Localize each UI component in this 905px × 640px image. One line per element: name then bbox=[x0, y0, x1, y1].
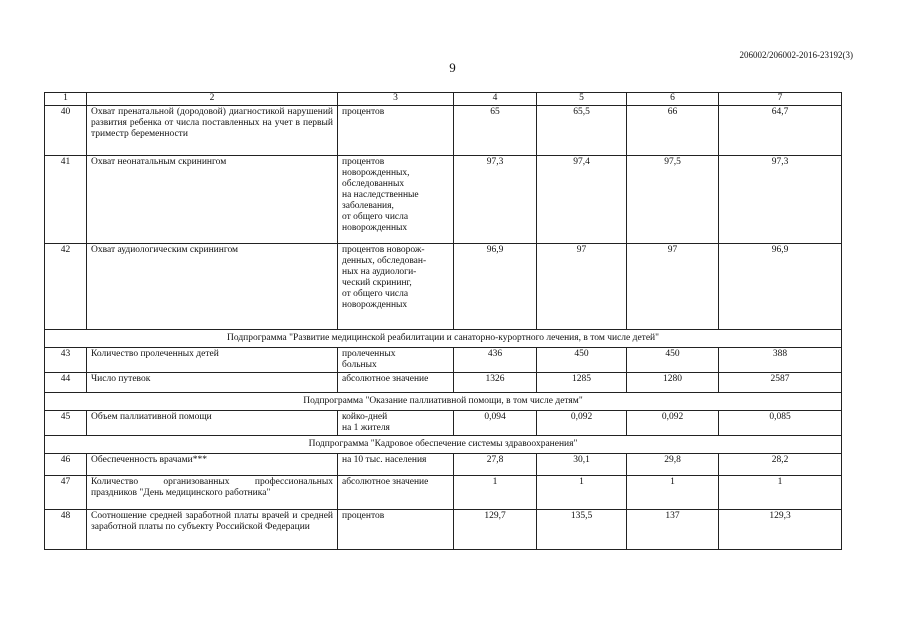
unit-cell: процентов bbox=[338, 106, 454, 156]
value-cell: 65 bbox=[454, 106, 537, 156]
section-row bbox=[45, 393, 842, 411]
row-number: 48 bbox=[45, 510, 87, 550]
section-title: Подпрограмма "Оказание паллиативной помощи, в том числе детям" bbox=[45, 393, 842, 411]
table-row bbox=[45, 411, 842, 436]
indicator-name: Охват аудиологическим скринингом bbox=[87, 244, 338, 330]
value-cell: 388 bbox=[719, 348, 842, 373]
table-row bbox=[45, 510, 842, 550]
value-cell: 0,092 bbox=[627, 411, 719, 436]
indicator-name: Количество пролеченных детей bbox=[87, 348, 338, 373]
value-cell: 1 bbox=[719, 476, 842, 510]
value-cell: 135,5 bbox=[537, 510, 627, 550]
indicator-name: Объем паллиативной помощи bbox=[87, 411, 338, 436]
column-header: 6 bbox=[627, 93, 719, 106]
value-cell: 30,1 bbox=[537, 454, 627, 476]
value-cell: 97,5 bbox=[627, 156, 719, 244]
unit-cell: процентов новорож- денных, обследован- ных на аудиологи- ческий скрининг, от общего числа новорожденных bbox=[338, 244, 454, 330]
unit-cell: на 10 тыс. населения bbox=[338, 454, 454, 476]
row-number: 41 bbox=[45, 156, 87, 244]
table-row bbox=[45, 106, 842, 156]
row-number: 44 bbox=[45, 373, 87, 393]
unit-cell: пролеченных больных bbox=[338, 348, 454, 373]
table-row bbox=[45, 156, 842, 244]
value-cell: 450 bbox=[537, 348, 627, 373]
page-number: 9 bbox=[449, 60, 456, 75]
value-cell: 450 bbox=[627, 348, 719, 373]
value-cell: 66 bbox=[627, 106, 719, 156]
value-cell: 97 bbox=[537, 244, 627, 330]
value-cell: 1285 bbox=[537, 373, 627, 393]
table-row bbox=[45, 373, 842, 393]
value-cell: 29,8 bbox=[627, 454, 719, 476]
indicator-name: Число путевок bbox=[87, 373, 338, 393]
column-header: 1 bbox=[45, 93, 87, 106]
indicator-name: Охват неонатальным скринингом bbox=[87, 156, 338, 244]
column-header: 4 bbox=[454, 93, 537, 106]
value-cell: 27,8 bbox=[454, 454, 537, 476]
value-cell: 2587 bbox=[719, 373, 842, 393]
value-cell: 137 bbox=[627, 510, 719, 550]
value-cell: 0,085 bbox=[719, 411, 842, 436]
value-cell: 97,3 bbox=[454, 156, 537, 244]
row-number: 45 bbox=[45, 411, 87, 436]
table-row bbox=[45, 348, 842, 373]
row-number: 43 bbox=[45, 348, 87, 373]
column-number-row bbox=[45, 93, 842, 106]
row-number: 46 bbox=[45, 454, 87, 476]
value-cell: 129,7 bbox=[454, 510, 537, 550]
unit-cell: абсолютное значение bbox=[338, 373, 454, 393]
value-cell: 1 bbox=[454, 476, 537, 510]
section-row bbox=[45, 330, 842, 348]
value-cell: 28,2 bbox=[719, 454, 842, 476]
value-cell: 1280 bbox=[627, 373, 719, 393]
indicator-name: Обеспеченность врачами*** bbox=[87, 454, 338, 476]
value-cell: 436 bbox=[454, 348, 537, 373]
row-number: 47 bbox=[45, 476, 87, 510]
value-cell: 129,3 bbox=[719, 510, 842, 550]
section-title: Подпрограмма "Развитие медицинской реабилитации и санаторно-курортного лечения, в том числе детей" bbox=[45, 330, 842, 348]
indicators-table bbox=[44, 92, 842, 550]
table-row bbox=[45, 244, 842, 330]
row-number: 40 bbox=[45, 106, 87, 156]
value-cell: 1 bbox=[627, 476, 719, 510]
value-cell: 64,7 bbox=[719, 106, 842, 156]
unit-cell: койко-дней на 1 жителя bbox=[338, 411, 454, 436]
value-cell: 97,3 bbox=[719, 156, 842, 244]
value-cell: 0,094 bbox=[454, 411, 537, 436]
value-cell: 97 bbox=[627, 244, 719, 330]
value-cell: 65,5 bbox=[537, 106, 627, 156]
value-cell: 1 bbox=[537, 476, 627, 510]
value-cell: 1326 bbox=[454, 373, 537, 393]
indicator-name: Охват пренатальной (дородовой) диагностикой нарушений развития ребенка от числа поставленных на учет в первый триместр беременности bbox=[87, 106, 338, 156]
value-cell: 96,9 bbox=[454, 244, 537, 330]
column-header: 3 bbox=[338, 93, 454, 106]
table-row bbox=[45, 476, 842, 510]
indicator-name: Количество организованных профессиональных праздников "День медицинского работника" bbox=[87, 476, 338, 510]
table-row bbox=[45, 454, 842, 476]
indicator-name: Соотношение средней заработной платы врачей и средней заработной платы по субъекту Российской Федерации bbox=[87, 510, 338, 550]
value-cell: 0,092 bbox=[537, 411, 627, 436]
value-cell: 97,4 bbox=[537, 156, 627, 244]
unit-cell: процентов bbox=[338, 510, 454, 550]
column-header: 5 bbox=[537, 93, 627, 106]
section-row bbox=[45, 436, 842, 454]
row-number: 42 bbox=[45, 244, 87, 330]
unit-cell: абсолютное значение bbox=[338, 476, 454, 510]
value-cell: 96,9 bbox=[719, 244, 842, 330]
section-title: Подпрограмма "Кадровое обеспечение системы здравоохранения" bbox=[45, 436, 842, 454]
column-header: 2 bbox=[87, 93, 338, 106]
document-id: 206002/206002-2016-23192(3) bbox=[739, 50, 853, 60]
column-header: 7 bbox=[719, 93, 842, 106]
unit-cell: процентов новорожденных, обследованных на наследственные заболевания, от общего числа новорожденных bbox=[338, 156, 454, 244]
